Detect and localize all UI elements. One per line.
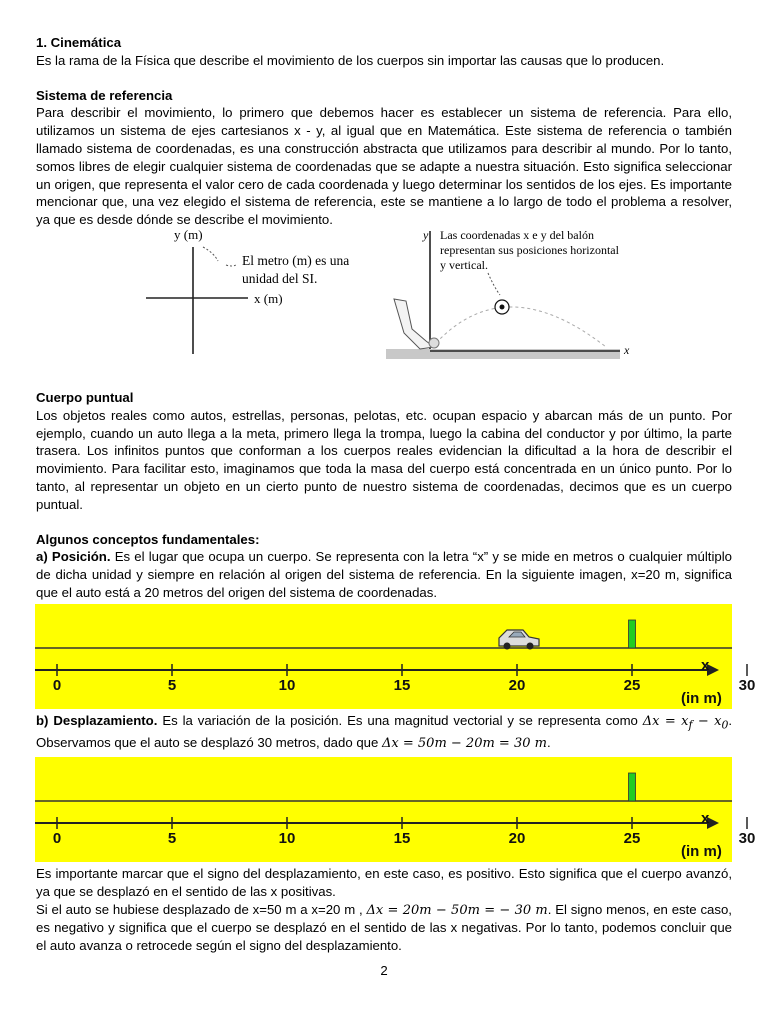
position-body: Es el lugar que ocupa un cuerpo. Se representa con la letra “x” y se mide en metros o cualquier múltiplo de dicha unidad y siempre en relación al origen del sistema de referencia. En la siguiente imagen, x=20 m, significa que el auto está a 20 metros del origen del sistema de coordenadas. <box>36 549 732 600</box>
tick-label: 5 <box>167 829 177 847</box>
axes-note-line1: El metro (m) es una <box>242 252 350 268</box>
displacement-calc: Δx = 50m − 20m = 30 m <box>382 736 547 752</box>
section-title: 1. Cinemática <box>36 35 122 50</box>
tick-label: 5 <box>167 676 177 694</box>
x-axis-label: x (m) <box>254 290 283 306</box>
axis-label: x <box>701 656 710 674</box>
axes-figure-svg <box>36 226 732 389</box>
ball-start-icon <box>429 338 439 348</box>
note-pointer-dots <box>203 247 236 266</box>
axes-note-line2: unidad del SI. <box>242 270 318 286</box>
tick-label: 25 <box>623 829 641 847</box>
kicking-leg-icon <box>394 299 434 349</box>
ball-note-line1: Las coordenadas x e y del balón <box>440 227 594 242</box>
page-number: 2 <box>380 963 388 978</box>
reference-system-heading: Sistema de referencia <box>36 87 173 103</box>
ball-x-label: x <box>624 342 630 357</box>
ball-note-pointer <box>488 273 500 295</box>
negative-displacement-paragraph: Si el auto se hubiese desplazado de x=50 m a x=20 m , Δx = 20m − 50m = − 30 m. El signo menos, en este caso, es negativo y significa que el cuerpo se desplazó en el sentido de las x negativas. Por lo tanto, podemos concluir que el auto avanza o retrocede según el signo del desplazamiento. <box>36 901 732 954</box>
displacement-paragraph: b) Desplazamiento. Es la variación de la posición. Es una magnitud vectorial y se representa como $\Delta x = x_f - x_0$. Observamos que el auto se desplazó 30 metros, dado que Δx = 50m − 20m = 30 m. <box>36 712 732 752</box>
position-label: a) Posición. <box>36 549 111 565</box>
tick-label: 10 <box>278 829 296 847</box>
ball-note-line3: y vertical. <box>440 257 488 272</box>
displacement-formula: $\Delta x = x_f - x_0$ <box>642 713 729 732</box>
position-paragraph <box>36 548 732 601</box>
ball-note-line2: representan sus posiciones horizontal <box>440 242 619 257</box>
start-flag <box>629 773 636 801</box>
sign-note-paragraph: Es importante marcar que el signo del desplazamiento, en este caso, es positivo. Esto significa que el cuerpo avanzó, ya que se desplazó en el sentido de las x positivas. <box>36 865 732 899</box>
point-body-paragraph: Los objetos reales como autos, estrellas, personas, pelotas, etc. ocupan espacio y abarcan más de un punto. Por ejemplo, cuando un auto llega a la meta, primero llega la trompa, luego la cabina del conductor y por último, la parte trasera. Los infinitos puntos que conforman a los cuerpos reales evidencian la dificultad a la hora de describir el movimiento. Para facilitar esto, imaginamos que toda la masa del cuerpo está concentrada en un único punto. Por lo tanto, al representar un objeto en un cierto punto de nuestro sistema de coordenadas, decimos que es un cuerpo puntual. <box>36 407 732 512</box>
displacement-body2: . Observamos que el auto se desplazó 30 metros, dado que <box>36 712 732 751</box>
ball-trajectory <box>436 307 606 347</box>
displacement-label: b) Desplazamiento. <box>36 712 158 728</box>
tick-label: 30 <box>738 829 756 847</box>
start-flag <box>629 620 636 648</box>
tick-label: 20 <box>508 829 526 847</box>
reference-system-paragraph: Para describir el movimiento, lo primero que debemos hacer es establecer un sistema de referencia. Para ello, utilizamos un sistema de ejes cartesianos x - y, al igual que en Matemática. Este sistema de referencia o también llamado sistema de coordenadas, es una construcción abstracta que utilizamos para describir al mundo. Por lo tanto, somos libres de elegir cualquier sistema de coordenadas que se adapte a nuestra situación. Esto significa seleccionar un origen, que representa el valor cero de cada coordenada y luego determinar los sentidos de los ejes. Es importante mencionar que, una vez elegido el sistema de referencia, este se mantiene a lo largo de todo el problema a resolver, ya que es desde dónde se describe el movimiento. <box>36 105 732 228</box>
car-icon <box>499 630 539 650</box>
concepts-heading: Algunos conceptos fundamentales: <box>36 531 260 547</box>
tick-label: 0 <box>52 829 62 847</box>
tick-label: 10 <box>278 676 296 694</box>
tick-label: 0 <box>52 676 62 694</box>
point-body-heading: Cuerpo puntual <box>36 389 134 405</box>
reference-system-figure <box>36 226 732 389</box>
tick-label: 15 <box>393 829 411 847</box>
tick-label: 20 <box>508 676 526 694</box>
intro-paragraph: Es la rama de la Física que describe el movimiento de los cuerpos sin importar las causas que lo producen. <box>36 52 665 68</box>
tick-label: 15 <box>393 676 411 694</box>
unit-label: (in m) <box>681 689 722 707</box>
negative-calc: Δx = 20m − 50m = − 30 m <box>366 902 548 918</box>
ball-y-label: y <box>423 227 429 242</box>
tick-label: 25 <box>623 676 641 694</box>
displacement-body1: Es la variación de la posición. Es una magnitud vectorial y se representa como <box>162 712 638 728</box>
number-line-position <box>35 604 756 709</box>
number-line-svg-1 <box>35 604 756 709</box>
y-axis-label: y (m) <box>174 226 203 242</box>
axis-label: x <box>701 809 710 827</box>
unit-label: (in m) <box>681 842 722 860</box>
tick-label: 30 <box>738 676 756 694</box>
number-line-svg-2 <box>35 757 756 862</box>
number-line-displacement <box>35 757 756 862</box>
